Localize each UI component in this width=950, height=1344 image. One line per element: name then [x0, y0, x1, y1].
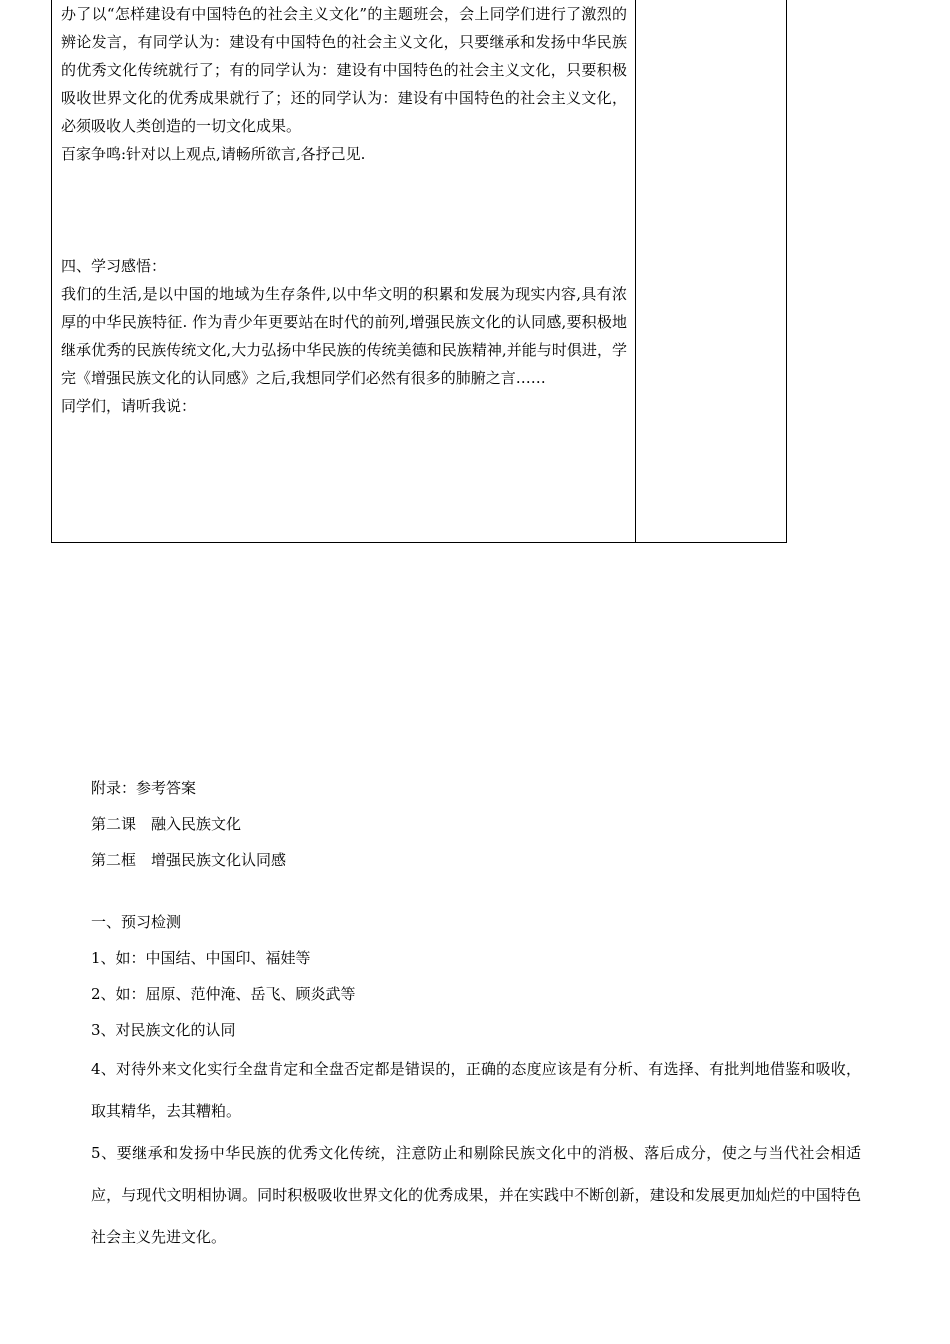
discussion-prompt: 百家争鸣:针对以上观点,请畅所欲言,各抒己见.	[61, 145, 366, 163]
debate-paragraph: 办了以“怎样建设有中国特色的社会主义文化”的主题班会，会上同学们进行了激烈的辨论发言，有同学认为：建设有中国特色的社会主义文化，只要继承和发扬中华民族的优秀文化传统就行了；有的同学认为：建设有中国特色的社会主义文化，只要积极吸收世界文化的优秀成果就行了；还的同学认为：建设有中国特色的社会主义文化，必须吸收人类创造的一切文化成果。	[61, 5, 627, 135]
table-column-divider	[635, 0, 636, 542]
answer-item: 1、如：中国结、中国印、福娃等	[91, 949, 311, 967]
section-heading-preview-check: 一、预习检测	[91, 913, 182, 931]
answer-item: 4、对待外来文化实行全盘肯定和全盘否定都是错误的，正确的态度应该是有分析、有选择、有批判地借鉴和吸收，取其精华，去其糟粕。	[91, 1060, 861, 1120]
table-main-cell	[61, 0, 627, 420]
section-heading-learning-reflection: 四、学习感悟：	[61, 257, 167, 275]
answer-item: 3、对民族文化的认同	[91, 1021, 236, 1039]
appendix-answers	[91, 770, 861, 1258]
answer-item: 5、要继承和发扬中华民族的优秀文化传统，注意防止和剔除民族文化中的消极、落后成分，使之与当代社会相适应，与现代文明相协调。同时积极吸收世界文化的优秀成果，并在实践中不断创新，建设和发展更加灿烂的中国特色社会主义先进文化。	[91, 1144, 861, 1246]
reflection-prompt: 同学们，请听我说：	[61, 397, 197, 415]
frame-title: 第二框 增强民族文化认同感	[91, 851, 287, 869]
lesson-title: 第二课 融入民族文化	[91, 815, 242, 833]
content-table	[51, 0, 787, 543]
reflection-paragraph: 我们的生活,是以中国的地域为生存条件,以中华文明的积累和发展为现实内容,具有浓厚的中华民族特征. 作为青少年更要站在时代的前列,增强民族文化的认同感,要积极地继承优秀的民族传统文化,大力弘扬中华民族的传统美德和民族精神,并能与时俱进，学完《增强民族文化的认同感》之后,我想同学们必然有很多的肺腑之言……	[61, 285, 627, 387]
appendix-title: 附录：参考答案	[91, 779, 197, 797]
answer-item: 2、如：屈原、范仲淹、岳飞、顾炎武等	[91, 985, 356, 1003]
